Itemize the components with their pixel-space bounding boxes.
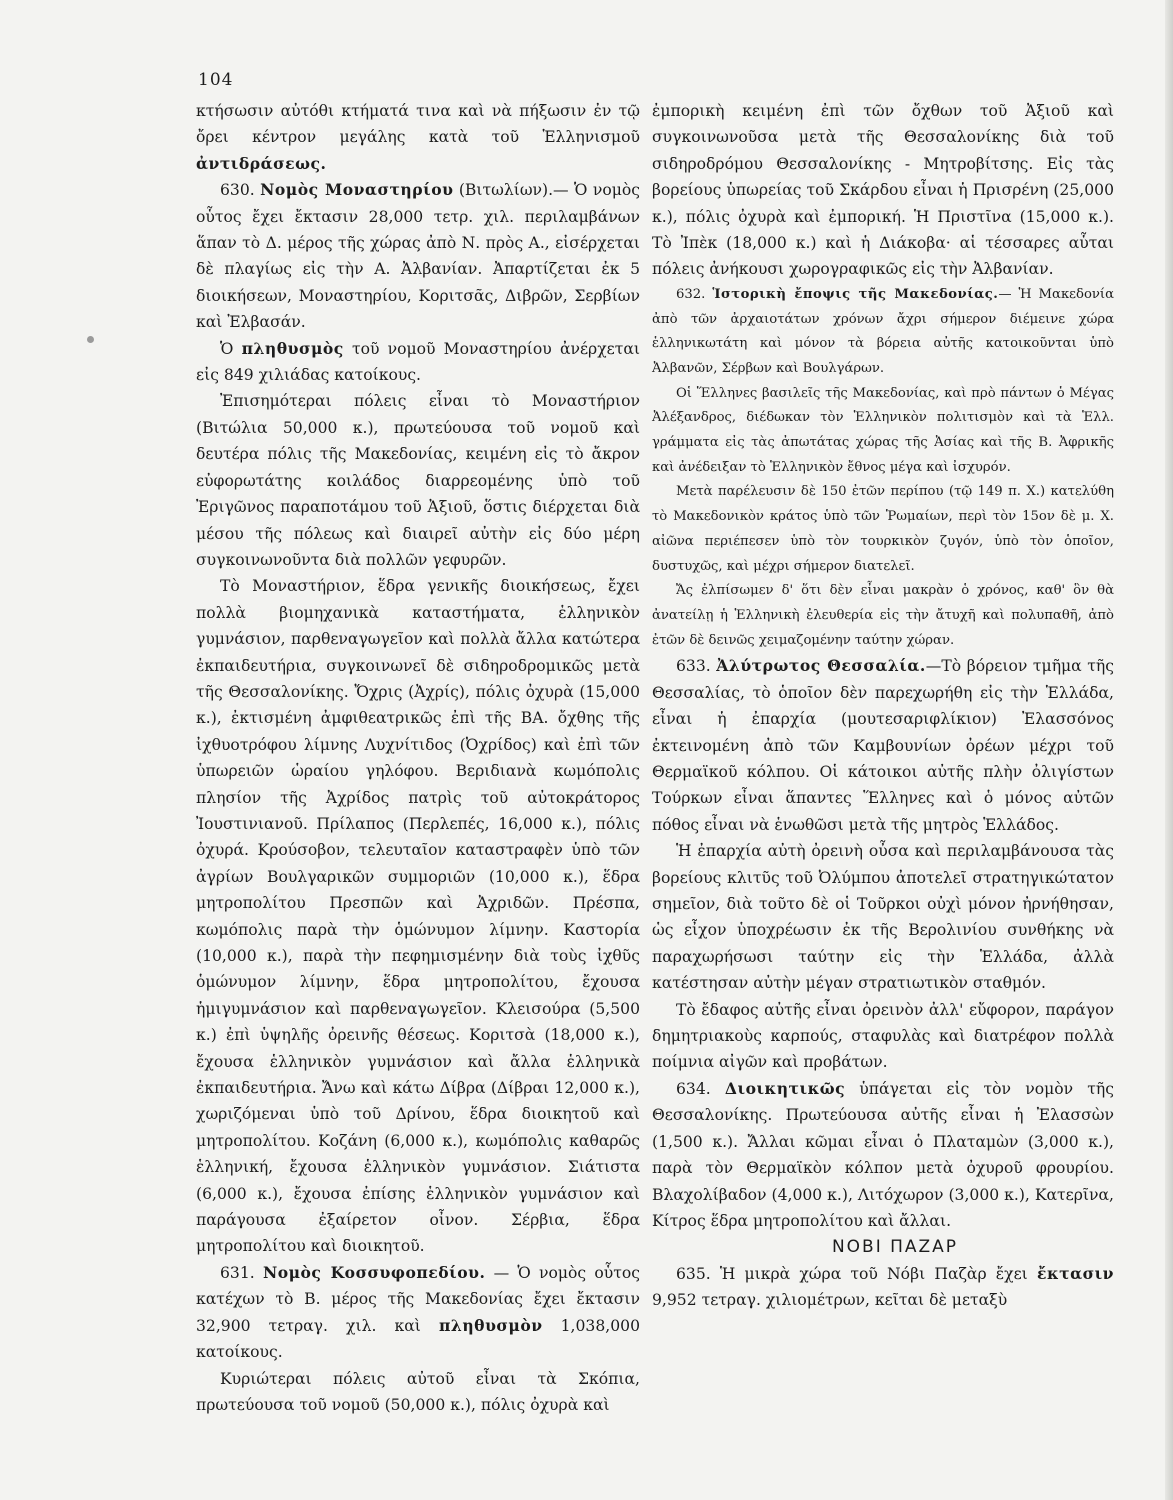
page-number: 104 <box>198 70 234 90</box>
left-column <box>196 98 640 1418</box>
paragraph-skopia: Κυριώτεραι πόλεις αὐτοῦ εἶναι τὰ Σκόπια, πρωτεύουσα τοῦ νομοῦ (50,000 κ.), πόλις ὀχυρὰ καὶ <box>196 1369 640 1414</box>
paragraph-continuation-right: ἐμπορικὴ κειμένη ἐπὶ τῶν ὄχθων τοῦ Ἀξιοῦ καὶ συγκοινωνοῦσα μετὰ τῆς Θεσσαλονίκης διὰ τοῦ σιδηροδρόμου Θεσσαλονίκης - Μητροβίτσης. Εἰς τὰς βορείους ὑπωρείας τοῦ Σκάρδου εἶναι ἡ Πρισρένη (25,000 κ.), πόλις ὀχυρὰ καὶ ἐμπορική. Ἡ Πριστῖνα (15,000 κ.). Τὸ Ἰπὲκ (18,000 κ.) καὶ ἡ Διάκοβα· αἱ τέσσαρες αὗται πόλεις ἀνήκουσι χωρογραφικῶς εἰς τὴν Ἀλβανίαν. <box>652 102 1114 279</box>
paragraph-monastir: Τὸ Μοναστήριον, ἕδρα γενικῆς διοικήσεως, ἔχει πολλὰ βιομηχανικὰ καταστήματα, ἑλληνικὸν γυμνάσιον, παρθεναγωγεῖον καὶ πολλὰ ἄλλα κατώτερα ἐκπαιδευτήρια, συγκοινωνεῖ δὲ σιδηροδρομικῶς μετὰ τῆς Θεσσαλονίκης. Ὄχρις (Ἀχρίς), πόλις ὀχυρὰ (15,000 κ.), ἐκτισμένη ἀμφιθεατρικῶς ἐπὶ τῆς ΒΑ. ὄχθης τῆς ἰχθυοτρόφου λίμνης Λυχνίτιδος (Ὀχρίδος) καὶ ἐπὶ τῶν ὑπωρειῶν ὡραίου γηλόφου. Βεριδιανὰ κωμόπολις πλησίον τῆς Ἀχρίδος πατρὶς τοῦ αὐτοκράτορος Ἰουστινιανοῦ. Πρίλαπος (Περλεπές, 16,000 κ.), πόλις ὀχυρά. Κρούσοβον, τελευταῖον καταστραφὲν ὑπὸ τῶν ἀγρίων Βουλγαρικῶν συμμοριῶν (10,000 κ.), ἕδρα μητροπολίτου Πρεσπῶν καὶ Ἀχριδῶν. Πρέσπα, κωμόπολις παρὰ τὴν ὁμώνυμον λίμνην. Καστορία (10,000 κ.), παρὰ τὴν πεφημισμένην διὰ τοὺς ἰχθῦς ὁμώνυμον λίμνην, ἕδρα μητροπολίτου, ἔχουσα ἡμιγυμνάσιον καὶ παρθεναγωγεῖον. Κλεισούρα (5,500 κ.) ἐπὶ ὑψηλῆς ὀρεινῆς θέσεως. Κοριτσὰ (18,000 κ.), ἔχουσα ἑλληνικὸν γυμνάσιον καὶ ἄλλα ἑλληνικὰ ἐκπαιδευτήρια. Ἄνω καὶ κάτω Δίβρα (Δίβραι 12,000 κ.), χωριζόμεναι ὑπὸ τοῦ Δρίνου, ἕδρα διοικητοῦ καὶ μητροπολίτου. Κοζάνη (6,000 κ.), κωμόπολις καθαρῶς ἑλληνική, ἔχουσα ἑλληνικὸν γυμνάσιον. Σιάτιστα (6,000 κ.), ἔχουσα ἐπίσης ἑλληνικὸν γυμνάσιον καὶ παράγουσα ἐξαίρετον οἶνον. Σέρβια, ἕδρα μητροπολίτου καὶ διοικητοῦ. <box>196 577 640 1256</box>
paragraph-continuation: κτήσωσιν αὐτόθι κτήματά τινα καὶ νὰ πήξωσιν ἐν τῷ ὄρει κέντρον μεγάλης κατὰ τοῦ Ἑλληνισμοῦ ἀντιδράσεως. <box>196 102 640 173</box>
paragraph-635: 635. Ἡ μικρὰ χώρα τοῦ Νόβι Παζὰρ ἔχει ἔκτασιν 9,952 τετραγ. χιλιομέτρων, κεῖται δὲ μεταξὺ <box>652 1263 1114 1310</box>
page-spine-shadow <box>1165 0 1173 1500</box>
paragraph-kings: Οἱ Ἕλληνες βασιλεῖς τῆς Μακεδονίας, καὶ πρὸ πάντων ὁ Μέγας Ἀλέξανδρος, διέδωκαν τὸν Ἑλληνικὸν πολιτισμὸν καὶ τὰ Ἑλλ. γράμματα εἰς τὰς ἀπωτάτας χώρας τῆς Ἀσίας καὶ τῆς Β. Ἀφρικῆς καὶ ἀνέδειξαν τὸ Ἑλληνικὸν ἔθνος μέγα καὶ ἰσχυρόν. <box>652 385 1114 475</box>
paragraph-632: 632. Ἱστορικὴ ἔποψις τῆς Μακεδονίας.— Ἡ Μακεδονία ἀπὸ τῶν ἀρχαιοτάτων χρόνων ἄχρι σήμερον διέμεινε χώρα ἑλληνικωτάτη καὶ μόνον τὰ βόρεια αὐτῆς κατοικοῦνται ὑπὸ Ἀλβανῶν, Σέρβων καὶ Βουλγάρων. <box>652 286 1114 376</box>
paragraph-630: 630. Νομὸς Μοναστηρίου (Βιτωλίων).— Ὁ νομὸς οὗτος ἔχει ἔκτασιν 28,000 τετρ. χιλ. περιλαμβάνων ἅπαν τὸ Δ. μέρος τῆς χώρας ἀπὸ Ν. πρὸς Α., εἰσέρχεται δὲ πλαγίως εἰς τὴν Α. Ἀλβανίαν. Ἀπαρτίζεται ἐκ 5 διοικήσεων, Μοναστηρίου, Κοριτσᾶς, Διβρῶν, Σερβίων καὶ Ἐλβασάν. <box>196 180 640 332</box>
paragraph-633: 633. Ἀλύτρωτος Θεσσαλία.—Τὸ βόρειον τμῆμα τῆς Θεσσαλίας, τὸ ὁποῖον δὲν παρεχωρήθη εἰς τὴν Ἑλλάδα, εἶναι ἡ ἐπαρχία (μουτεσαριφλίκιον) Ἐλασσόνος ἐκτεινομένη ἀπὸ τῶν Καμβουνίων ὀρέων μέχρι τοῦ Θερμαϊκοῦ κόλπου. Οἱ κάτοικοι αὐτῆς πλὴν ὀλιγίστων Τούρκων εἶναι ἅπαντες Ἕλληνες καὶ ὁ μόνος αὐτῶν πόθος εἶναι νὰ ἑνωθῶσι μετὰ τῆς μητρὸς Ἑλλάδος. <box>652 656 1114 834</box>
section-heading: ΝΟΒΙ ΠΑΖΑΡ <box>831 1237 959 1258</box>
paragraph-hope: Ἄς ἐλπίσωμεν δ' ὅτι δὲν εἶναι μακρὰν ὁ χρόνος, καθ' ὃν θὰ ἀνατείλῃ ἡ Ἑλληνικὴ ἐλευθερία εἰς τὴν ἄτυχῆ καὶ πολυπαθῆ, ἀπὸ ἐτῶν δὲ δεινῶς χειμαζομένην ταύτην χώραν. <box>652 583 1114 648</box>
paragraph-cities: Ἐπισημότεραι πόλεις εἶναι τὸ Μοναστήριον (Βιτώλια 50,000 κ.), πρωτεύουσα τοῦ νομοῦ καὶ δευτέρα πόλις τῆς Μακεδονίας, κειμένη εἰς τὸ ἄκρον εὐφορωτάτης κοιλάδος διαρρεομένης ὑπὸ τοῦ Ἐριγῶνος παραποτάμου τοῦ Ἀξιοῦ, ὅστις διέρχεται διὰ μέσου τῆς πόλεως καὶ διαιρεῖ αὐτὴν εἰς δύο μέρη συγκοινωνοῦντα διὰ πολλῶν γεφυρῶν. <box>196 392 640 569</box>
paragraph-soil: Τὸ ἔδαφος αὐτῆς εἶναι ὀρεινὸν ἀλλ' εὔφορον, παράγον δημητριακοὺς καρπούς, σταφυλὰς καὶ διατρέφον πολλὰ ποίμνια αἰγῶν καὶ προβάτων. <box>652 1000 1114 1072</box>
paragraph-634: 634. Διοικητικῶς ὑπάγεται εἰς τὸν νομὸν τῆς Θεσσαλονίκης. Πρωτεύουσα αὐτῆς εἶναι ἡ Ἐλασσὼν (1,500 κ.). Ἄλλαι κῶμαι εἶναι ὁ Πλαταμὼν (3,000 κ.), παρὰ τὸν Θερμαϊκὸν κόλπον μετὰ ὀχυροῦ φρουρίου. Βλαχολίβαδον (4,000 κ.), Λιτόχωρον (3,000 κ.), Κατερῖνα, Κίτρος ἕδρα μητροπολίτου καὶ ἄλλαι. <box>652 1078 1114 1230</box>
right-column <box>652 98 1114 1314</box>
paragraph-population: Ὁ πληθυσμὸς τοῦ νομοῦ Μοναστηρίου ἀνέρχεται εἰς 849 χιλιάδας κατοίκους. <box>196 338 640 385</box>
paragraph-romans: Μετὰ παρέλευσιν δὲ 150 ἐτῶν περίπου (τῷ 149 π. Χ.) κατελύθη τὸ Μακεδονικὸν κράτος ὑπὸ τῶν Ῥωμαίων, περὶ τὸν 15ον δὲ μ. Χ. αἰῶνα περιέπεσεν ὑπὸ τὸν τουρκικὸν ζυγόν, ὑπὸ τὸν ὁποῖον, δυστυχῶς, καὶ μέχρι σήμερον διατελεῖ. <box>652 484 1114 574</box>
paragraph-631: 631. Νομὸς Κοσσυφοπεδίου. — Ὁ νομὸς οὗτος κατέχων τὸ Β. μέρος τῆς Μακεδονίας ἔχει ἔκτασιν 32,900 τετραγ. χιλ. καὶ πληθυσμὸν 1,038,000 κατοίκους. <box>196 1262 641 1362</box>
margin-dot <box>87 336 94 343</box>
paragraph-olympus: Ἡ ἐπαρχία αὐτὴ ὀρεινὴ οὖσα καὶ περιλαμβάνουσα τὰς βορείους κλιτῦς τοῦ Ὀλύμπου ἀποτελεῖ στρατηγικώτατον σημεῖον, διὰ τοῦτο δὲ οἱ Τοῦρκοι οὐχὶ μόνον ἠρνήθησαν, ὡς εἶχον ὑποχρέωσιν ἐκ τῆς Βερολινίου συνθήκης νὰ παραχωρήσωσι ταύτην εἰς τὴν Ἑλλάδα, ἀλλὰ κατέστησαν αὐτὴν μέγαν στρατιωτικὸν σταθμόν. <box>652 842 1114 993</box>
